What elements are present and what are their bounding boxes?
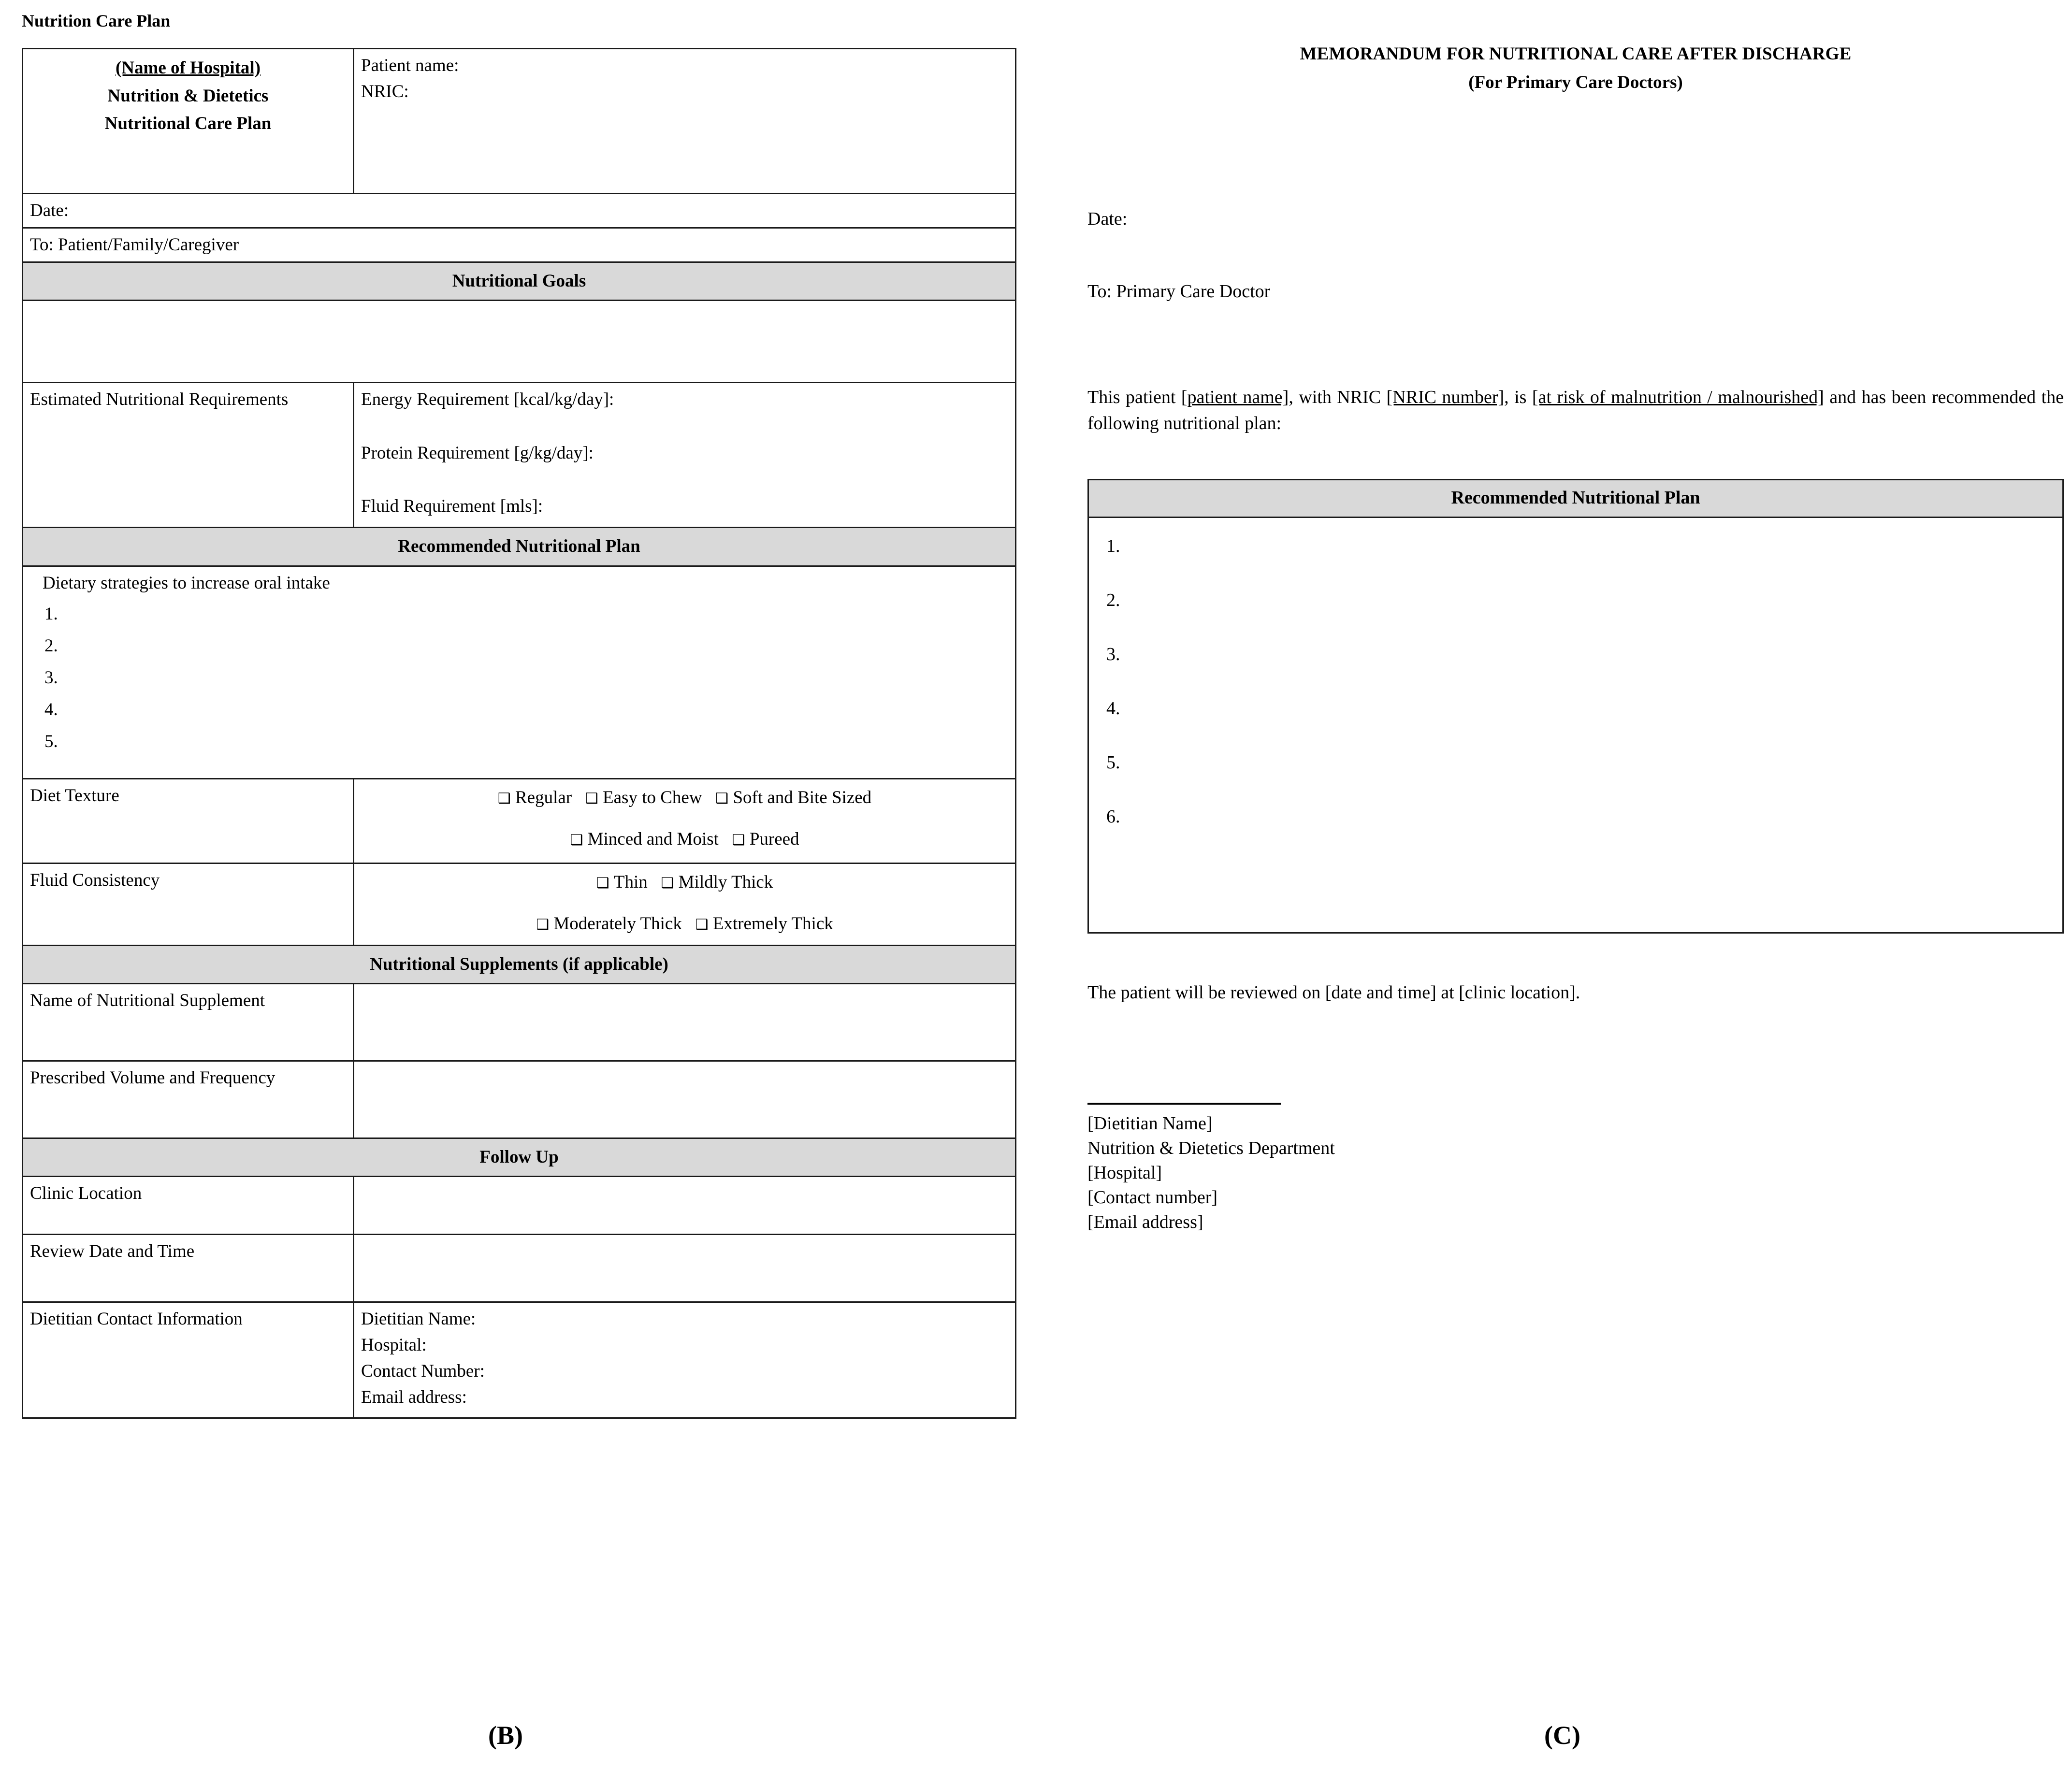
checkbox-icon: ❑ [536,916,550,933]
dietitian-contact-label: Dietitian Contact Information [23,1302,354,1418]
requirements-fields[interactable] [354,383,1016,528]
checkbox-diet-regular[interactable] [498,788,572,807]
table-row-to [23,228,1016,262]
memo-para-part3: , is [1504,387,1532,407]
panel-c-column [1087,0,2064,1771]
checkbox-icon: ❑ [732,831,745,849]
dietitian-email-field[interactable]: Email address: [361,1387,467,1408]
table-row-header [23,49,1016,194]
table-row-clinic-location [23,1176,1016,1234]
signature-dietitian-name: [Dietitian Name] [1087,1113,1213,1134]
checkbox-icon: ❑ [715,790,729,807]
plan-item-5[interactable]: 5. [44,732,58,752]
checkbox-icon: ❑ [695,916,709,933]
plan-item-2[interactable]: 2. [44,635,58,656]
requirements-label: Estimated Nutritional Requirements [23,383,354,528]
label-diet-minced-moist: Minced and Moist [587,829,719,849]
memo-para-part2: , with NRIC [1289,387,1387,407]
supplement-name-input[interactable] [354,983,1016,1061]
department-name: Nutrition & Dietetics [107,86,269,106]
memo-body [1087,206,2064,437]
fluid-consistency-label: Fluid Consistency [23,863,354,945]
label-fluid-thin: Thin [613,872,648,892]
to-field[interactable]: To: Patient/Family/Caregiver [23,228,1016,262]
fluid-consistency-options[interactable] [354,863,1016,945]
review-datetime-label: Review Date and Time [23,1234,354,1302]
label-diet-regular: Regular [515,787,572,807]
memo-title: MEMORANDUM FOR NUTRITIONAL CARE AFTER DISCHARGE [1300,44,1852,64]
checkbox-icon: ❑ [585,790,598,807]
memo-patient-placeholder[interactable]: [patient name] [1181,387,1289,407]
memo-plan-item-5[interactable]: 5. [1106,752,1120,773]
dietitian-contact-fields[interactable] [354,1302,1016,1418]
table-row-supplement-volume [23,1061,1016,1138]
hospital-name: (Name of Hospital) [115,58,261,78]
panel-b-caption: Nutrition Care Plan [22,11,171,30]
section-header-nutritional-goals: Nutritional Goals [23,262,1016,301]
memo-paragraph [1087,385,2064,437]
memo-table-row-header [1088,480,2063,518]
energy-requirement-field[interactable]: Energy Requirement [kcal/kg/day]: [361,389,614,410]
signature-email: [Email address] [1087,1212,1203,1233]
memo-table-row-body [1088,518,2063,933]
signature-rule [1087,1103,1281,1105]
table-row-followup-header [23,1138,1016,1176]
label-fluid-moderately-thick: Moderately Thick [553,913,682,934]
diet-texture-options-row-1 [361,786,1008,809]
hospital-header-cell [23,49,354,194]
diet-texture-options[interactable] [354,778,1016,863]
table-row-diet-texture [23,778,1016,863]
diet-texture-options-row-2 [361,828,1008,851]
checkbox-icon: ❑ [596,874,609,892]
memo-plan-item-4[interactable]: 4. [1106,698,1120,719]
plan-strategies-cell[interactable] [23,566,1016,778]
supplement-volume-label: Prescribed Volume and Frequency [23,1061,354,1138]
signature-hospital: [Hospital] [1087,1163,1162,1183]
label-fluid-mildly-thick: Mildly Thick [678,872,773,892]
memo-to-field[interactable]: To: Primary Care Doctor [1087,281,1271,302]
protein-requirement-field[interactable]: Protein Requirement [g/kg/day]: [361,443,594,463]
memo-review-sentence: The patient will be reviewed on [date and time] at [clinic location]. [1087,982,1580,1003]
table-row-supplements-header [23,945,1016,983]
table-row-supplement-name [23,983,1016,1061]
nric-label: NRIC: [361,82,409,102]
table-row-goals-body [23,301,1016,383]
patient-name-label: Patient name: [361,56,459,76]
table-row-requirements [23,383,1016,528]
dietitian-contact-number-field[interactable]: Contact Number: [361,1361,485,1381]
memo-section-header-recommended-plan: Recommended Nutritional Plan [1088,480,2063,518]
plan-item-3[interactable]: 3. [44,667,58,688]
section-header-recommended-plan: Recommended Nutritional Plan [23,528,1016,566]
memo-status-placeholder[interactable]: [at risk of malnutrition / malnourished] [1532,387,1824,407]
fluid-requirement-field[interactable]: Fluid Requirement [mls]: [361,496,543,516]
table-row-dietitian-contact [23,1302,1016,1418]
nutritional-goals-input[interactable] [23,301,1016,383]
label-fluid-extremely-thick: Extremely Thick [712,913,833,934]
label-diet-pureed: Pureed [749,829,799,849]
memo-plan-item-1[interactable]: 1. [1106,536,1120,557]
checkbox-diet-minced-moist[interactable] [570,829,718,849]
memo-plan-item-2[interactable]: 2. [1106,590,1120,611]
checkbox-icon: ❑ [497,790,511,807]
diet-texture-label: Diet Texture [23,778,354,863]
table-row-fluid-consistency [23,863,1016,945]
panel-b-letter: (B) [488,1721,523,1750]
checkbox-fluid-extremely-thick[interactable] [695,914,833,934]
fluid-options-row-2 [361,912,1008,936]
dietitian-name-field[interactable]: Dietitian Name: [361,1309,476,1329]
table-row-date [23,194,1016,228]
checkbox-icon: ❑ [661,874,674,892]
section-header-follow-up: Follow Up [23,1138,1016,1176]
memo-subtitle: (For Primary Care Doctors) [1468,72,1683,92]
memo-para-part4: and has been recommended the following nutritional plan: [1087,387,2064,433]
memo-date-field[interactable]: Date: [1087,208,1128,229]
memo-plan-item-3[interactable]: 3. [1106,644,1120,665]
panel-b-column [22,0,1042,1771]
memo-plan-list-cell[interactable] [1088,518,2063,933]
table-row-plan-body [23,566,1016,778]
checkbox-fluid-mildly-thick[interactable] [661,872,773,892]
memo-para-part1: This patient [1087,387,1181,407]
label-diet-soft-bite-sized: Soft and Bite Sized [733,787,872,807]
patient-identity-cell [354,49,1016,194]
clinic-location-input[interactable] [354,1176,1016,1234]
clinic-location-label: Clinic Location [23,1176,354,1234]
checkbox-diet-pureed[interactable] [732,829,799,849]
section-header-supplements: Nutritional Supplements (if applicable) [23,945,1016,983]
label-diet-easy-to-chew: Easy to Chew [603,787,702,807]
date-field[interactable]: Date: [23,194,1016,228]
fluid-options-row-1 [361,871,1008,894]
nutrition-care-plan-table [22,48,1016,1419]
review-datetime-input[interactable] [354,1234,1016,1302]
memo-nric-placeholder[interactable]: [NRIC number] [1386,387,1505,407]
checkbox-diet-soft-bite-sized[interactable] [715,788,871,807]
table-row-goals-header [23,262,1016,301]
plan-lead-in: Dietary strategies to increase oral intake [43,573,330,593]
checkbox-icon: ❑ [570,831,583,849]
plan-item-1[interactable]: 1. [44,604,58,624]
table-row-plan-header [23,528,1016,566]
supplement-volume-input[interactable] [354,1061,1016,1138]
memo-recommended-plan-table [1087,479,2064,934]
checkbox-fluid-moderately-thick[interactable] [536,914,682,934]
form-name: Nutritional Care Plan [104,113,272,133]
signature-contact-number: [Contact number] [1087,1187,1218,1208]
plan-item-4[interactable]: 4. [44,699,58,720]
signature-department: Nutrition & Dietetics Department [1087,1138,1335,1159]
panel-c-letter: (C) [1544,1721,1580,1750]
table-row-review-datetime [23,1234,1016,1302]
checkbox-fluid-thin[interactable] [596,872,648,892]
dietitian-hospital-field[interactable]: Hospital: [361,1335,427,1355]
supplement-name-label: Name of Nutritional Supplement [23,983,354,1061]
memo-plan-item-6[interactable]: 6. [1106,806,1120,827]
checkbox-diet-easy-to-chew[interactable] [585,788,702,807]
signature-block [1087,1111,2064,1235]
